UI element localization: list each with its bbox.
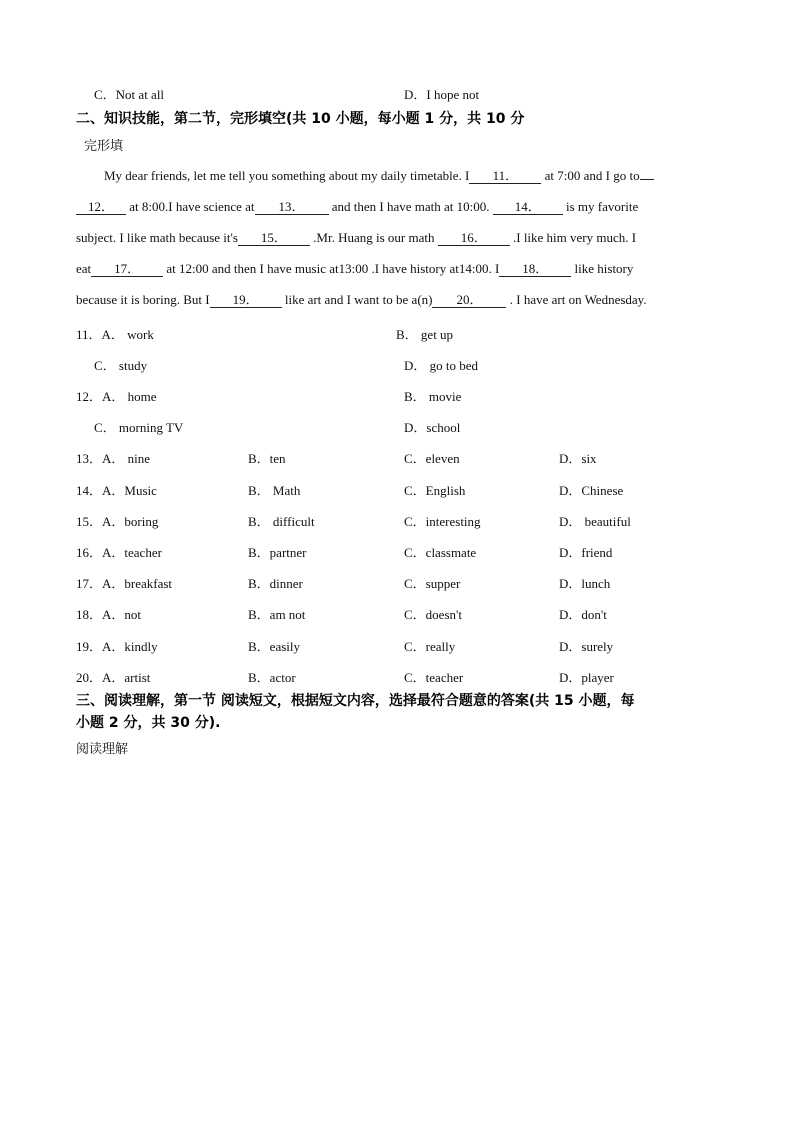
passage-text: like history (574, 261, 634, 276)
question-number: 15． (76, 514, 103, 529)
blank-13: 13． (255, 200, 329, 215)
option-b: B． movie (404, 389, 462, 404)
section-3-heading-line-2: 小题 2 分，共 30 分). (76, 715, 221, 731)
option-d: D．surely (559, 639, 614, 654)
option-c: C．eleven (404, 451, 460, 466)
option-b: B．actor (248, 670, 296, 685)
option-a (76, 511, 158, 530)
option-a (76, 636, 158, 655)
blank-20: 20． (432, 293, 506, 308)
option-b: B． Math (248, 483, 301, 498)
question-number: 18． (76, 607, 103, 622)
passage-text: .Mr. Huang is our math (313, 230, 435, 245)
option-c: C．English (404, 483, 466, 498)
option-b: B．ten (248, 451, 286, 466)
option-b: B． difficult (248, 514, 315, 529)
blank-15: 15． (238, 231, 310, 246)
passage-text: at 8:00.I have science at (129, 199, 255, 214)
option-a (76, 448, 150, 467)
option-d: D．friend (559, 545, 613, 560)
option-a-text: A． nine (102, 451, 151, 466)
passage-text: eat (76, 261, 92, 276)
option-a (76, 573, 172, 592)
option-d: D．Chinese (559, 483, 624, 498)
option-a-text: A．breakfast (102, 576, 173, 591)
option-a-text: A．Music (102, 483, 157, 498)
option-d: D．don't (559, 607, 607, 622)
passage-text: at 12:00 and then I have music at13:00 .I have history at14:00. I (166, 261, 500, 276)
blank-14: 14． (493, 200, 563, 215)
section-2-subheading: 完形填 (84, 139, 124, 154)
section-2-heading: 二、知识技能，第二节，完形填空(共 10 小题，每小题 1 分，共 10 分 (76, 111, 525, 127)
option-c: C．interesting (404, 514, 481, 529)
option-c: C．classmate (404, 545, 477, 560)
option-d: D．lunch (559, 576, 611, 591)
option-a-text: A．kindly (102, 639, 158, 654)
blank-11: 11． (469, 169, 541, 184)
option-b: B．partner (248, 545, 307, 560)
passage-text: is my favorite (566, 199, 639, 214)
option-d: D． go to bed (404, 358, 479, 373)
blank-18: 18． (499, 262, 571, 277)
passage-line-3 (76, 222, 636, 253)
passage-text: at 7:00 and I go to (544, 168, 640, 183)
passage-line-1 (104, 160, 654, 191)
option-c: C． study (94, 358, 148, 373)
option-c: C． morning TV (94, 420, 184, 435)
option-a-text: A．teacher (102, 545, 162, 560)
option-c: C．really (404, 639, 456, 654)
blank-17: 17． (91, 262, 163, 277)
passage-text: like art and I want to be a(n) (284, 292, 433, 307)
passage-text: .I like him very much. I (512, 230, 637, 245)
option-a (76, 604, 141, 623)
option-b: B． get up (396, 327, 454, 342)
passage-text: . I have art on Wednesday. (509, 292, 647, 307)
passage-text: because it is boring. But I (76, 292, 210, 307)
option-d: D．school (404, 420, 461, 435)
option-a (76, 480, 157, 499)
option-a (76, 542, 162, 561)
blank-19: 19． (210, 293, 282, 308)
blank-12-start (640, 179, 654, 180)
option-a-text: A．boring (102, 514, 159, 529)
option-a: A． home (102, 389, 157, 404)
option-b: B．easily (248, 639, 300, 654)
option-c: C．teacher (404, 670, 464, 685)
blank-12: 12． (76, 200, 126, 215)
option-c: C．supper (404, 576, 461, 591)
question-12 (76, 386, 157, 405)
question-number: 20． (76, 670, 103, 685)
option-a-text: A．artist (102, 670, 151, 685)
blank-16: 16． (438, 231, 510, 246)
option-c: C．doesn't (404, 607, 462, 622)
passage-text: My dear friends, let me tell you something about my daily timetable. I (104, 168, 470, 183)
question-number: 11． (76, 327, 102, 342)
option-a (76, 667, 150, 686)
section-3-subheading: 阅读理解 (76, 742, 129, 757)
option-d: D．six (559, 451, 597, 466)
question-11 (76, 324, 154, 343)
question-number: 19． (76, 639, 103, 654)
question-number: 16． (76, 545, 103, 560)
passage-text: subject. I like math because it's (76, 230, 238, 245)
option-a-text: A．not (102, 607, 142, 622)
option-b: B．am not (248, 607, 306, 622)
question-number: 12． (76, 389, 103, 404)
option-d: D．player (559, 670, 614, 685)
question-number: 13． (76, 451, 103, 466)
question-number: 17． (76, 576, 103, 591)
option-d: D． beautiful (559, 514, 631, 529)
passage-text: and then I have math at 10:00. (331, 199, 490, 214)
option-b: B．dinner (248, 576, 303, 591)
option-a: A． work (101, 327, 154, 342)
section-3-heading-line-1: 三、阅读理解，第一节 阅读短文，根据短文内容，选择最符合题意的答案(共 15 小题，每 (76, 693, 635, 709)
passage-line-2 (76, 191, 638, 222)
passage-line-5 (76, 284, 647, 315)
question-number: 14． (76, 483, 103, 498)
option-d-prev: D．I hope not (404, 87, 480, 102)
option-c-prev: C．Not at all (94, 87, 165, 102)
passage-line-4 (76, 253, 633, 284)
